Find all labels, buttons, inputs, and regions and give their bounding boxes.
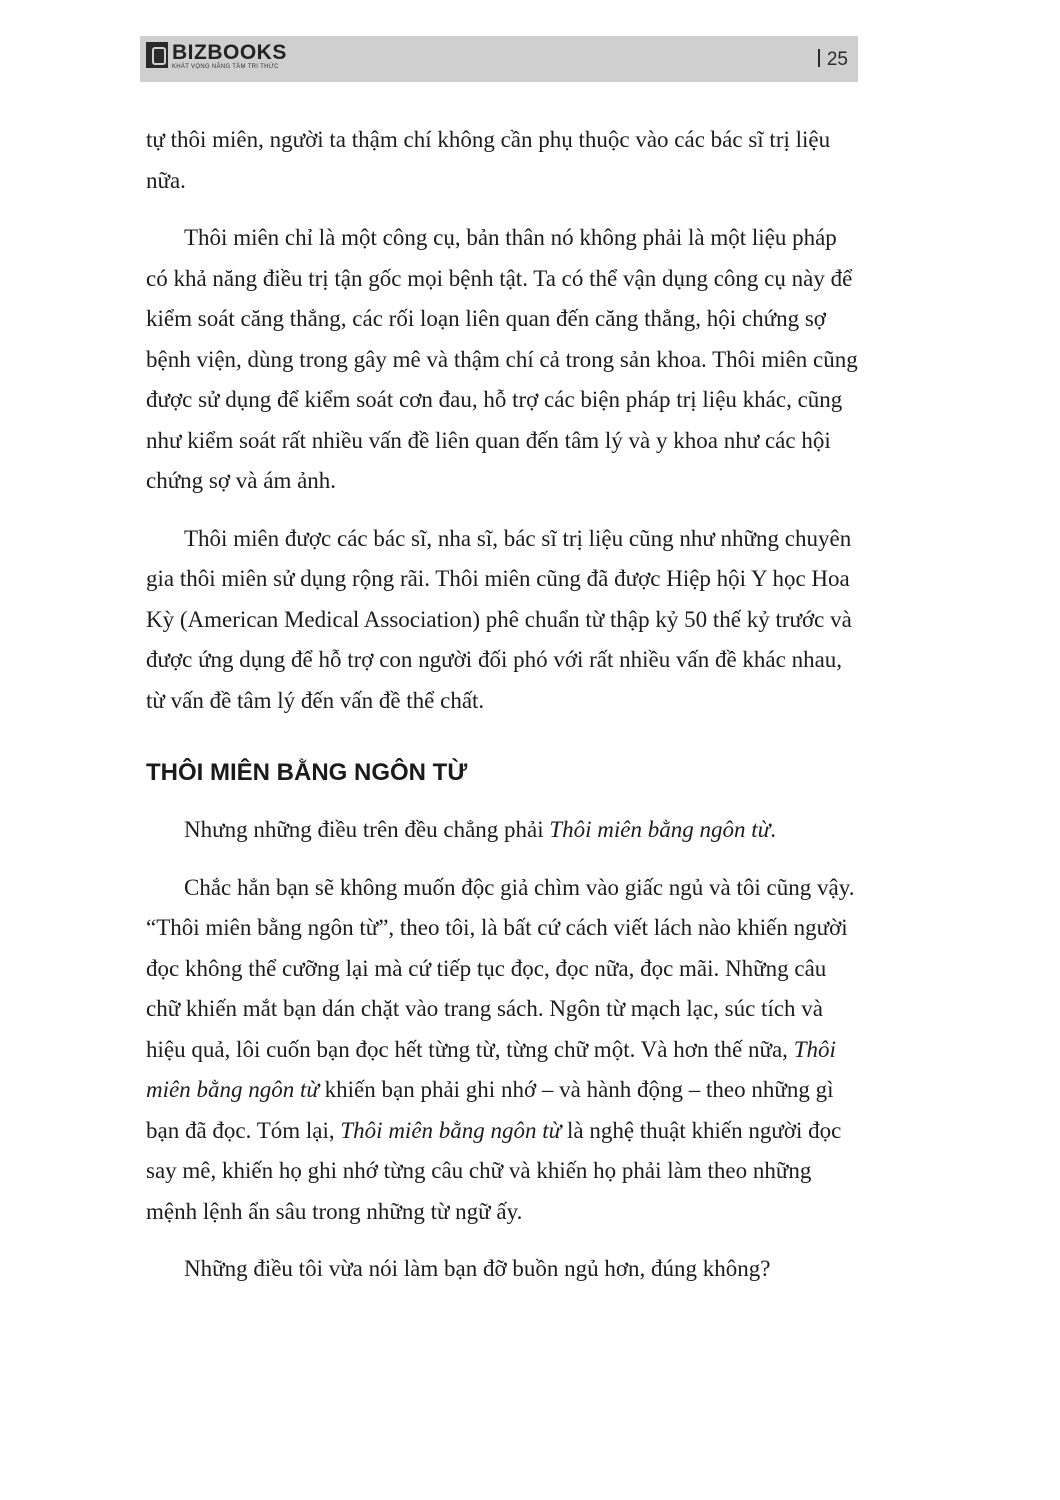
p4-text-b: . [770, 817, 776, 842]
paragraph-3: Thôi miên được các bác sĩ, nha sĩ, bác sĩ trị liệu cũng như những chuyên gia thôi miên sử dụng rộng rãi. Thôi miên cũng đã được Hiệp hội Y học Hoa Kỳ (American Medical Association) phê chuẩn từ thập kỷ 50 thế kỷ trước và được ứng dụng để hỗ trợ con người đối phó với rất nhiều vấn đề khác nhau, từ vấn đề tâm lý đến vấn đề thể chất. [146, 525, 852, 713]
brand-name: BIZBOOKS [172, 41, 287, 64]
brand-tagline: KHÁT VỌNG NÂNG TẦM TRI THỨC [172, 64, 279, 70]
paragraph-5 [146, 868, 861, 1233]
page-body [146, 120, 861, 1307]
p5-emphasis-1: Thôi miên bằng ngôn từ [146, 1036, 836, 1102]
paragraph-1: tự thôi miên, người ta thậm chí không cần phụ thuộc vào các bác sĩ trị liệu nữa. [146, 127, 831, 193]
p5-emphasis-2: Thôi miên bằng ngôn từ [340, 1117, 562, 1143]
p5-text-b: khiến bạn phải ghi nhớ – và hành động – theo những gì bạn đã đọc. Tóm lại, [146, 1077, 834, 1143]
paragraph-4 [146, 810, 861, 851]
section-heading: THÔI MIÊN BẰNG NGÔN TỪ [146, 759, 468, 786]
p4-emphasis: Thôi miên bằng ngôn từ [549, 817, 771, 842]
paragraph-2: Thôi miên chỉ là một công cụ, bản thân nó không phải là một liệu pháp có khả năng điều trị tận gốc mọi bệnh tật. Ta có thể vận dụng công cụ này để kiểm soát căng thẳng, các rối loạn liên quan đến căng thẳng, hội chứng sợ bệnh viện, dùng trong gây mê và thậm chí cả trong sản khoa. Thôi miên cũng được sử dụng để kiểm soát cơn đau, hỗ trợ các biện pháp trị liệu khác, cũng như kiểm soát rất nhiều vấn đề liên quan đến tâm lý và y khoa như các hội chứng sợ và ám ảnh. [146, 225, 858, 493]
p5-text-c: là nghệ thuật khiến người đọc say mê, khiến họ ghi nhớ từng câu chữ và khiến họ phải làm theo những mệnh lệnh ẩn sâu trong những từ ngữ ấy. [146, 1117, 842, 1224]
bizbooks-logo [146, 42, 287, 71]
page-header [140, 36, 858, 82]
book-icon [146, 42, 168, 68]
paragraph-6: Những điều tôi vừa nói làm bạn đỡ buồn ngủ hơn, đúng không? [184, 1256, 771, 1281]
page-number: 25 [818, 49, 848, 71]
p4-text-a: Nhưng những điều trên đều chẳng phải [184, 817, 550, 842]
p5-text-a: Chắc hẳn bạn sẽ không muốn độc giả chìm vào giấc ngủ và tôi cũng vậy. “Thôi miên bằng ngôn từ”, theo tôi, là bất cứ cách viết lách nào khiến người đọc không thể cưỡng lại mà cứ tiếp tục đọc, đọc nữa, đọc mãi. Những câu chữ khiến mắt bạn dán chặt vào trang sách. Ngôn từ mạch lạc, súc tích và hiệu quả, lôi cuốn bạn đọc hết từng từ, từng chữ một. Và hơn thế nữa, [146, 874, 855, 1062]
